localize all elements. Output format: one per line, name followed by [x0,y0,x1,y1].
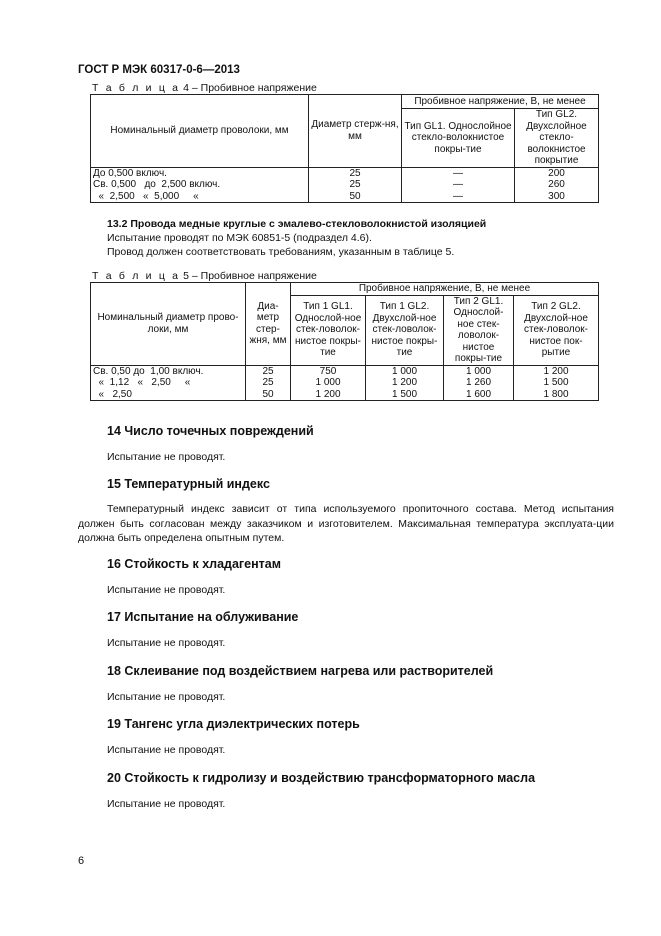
table5-col-1gl1: Тип 1 GL1. Однослой-ное стек-ловолок-нистое покры-тие [291,295,366,365]
table-row [91,191,599,203]
table4-cell: — [402,191,515,203]
table5-cell: 25 [246,365,291,377]
section-18-title: 18 Склеивание под воздействием нагрева или растворителей [107,664,494,678]
table4-caption-title: 4 – Пробивное напряжение [183,82,317,94]
section-14-text: Испытание не проводят. [107,451,226,463]
table-row [91,377,599,389]
section-17-text: Испытание не проводят. [107,637,226,649]
table5-cell: 1 000 [366,365,444,377]
table5-cell: 1 800 [514,389,599,401]
table5-col-2gl2: Тип 2 GL2. Двухслой-ное стек-ловолок-нистое пок-рытие [514,295,599,365]
table-row [91,389,599,401]
table5-cell: 1 500 [366,389,444,401]
table4-cell: Св. 0,500 до 2,500 включ. [91,179,309,191]
table5-caption-prefix: Т а б л и ц а [92,270,181,282]
section-15-title: 15 Температурный индекс [107,477,270,491]
section-20-text: Испытание не проводят. [107,798,226,810]
section-17-title: 17 Испытание на облуживание [107,610,299,624]
table4-cell: 200 [515,167,599,179]
section-20-title: 20 Стойкость к гидролизу и воздействию трансформаторного масла [107,771,536,785]
document-header: ГОСТ Р МЭК 60317-0-6—2013 [78,64,240,76]
table4-cell: 25 [309,167,402,179]
table4-cell: 300 [515,191,599,203]
section-19-title: 19 Тангенс угла диэлектрических потерь [107,717,360,731]
section-16-text: Испытание не проводят. [107,584,226,596]
table4-cell: — [402,179,515,191]
table-5 [90,282,599,401]
table5-cell: 1 000 [291,377,366,389]
table5-cell: 50 [246,389,291,401]
table4-cell: 260 [515,179,599,191]
table4-col-group: Пробивное напряжение, В, не менее [402,95,599,109]
table4-col-gl2: Тип GL2. Двухслойное стекло-волокнистое покрытие [515,109,599,168]
table-row [91,365,599,377]
section-15-text: Температурный индекс зависит от типа используемого пропиточного состава. Метод испытания должен быть согласован между заказчиком и изготовителем. Максимальная температура эксплуата-ции должна быть определена опытным путем. [78,503,614,544]
table4-cell: — [402,167,515,179]
section-13-2-line1: Испытание проводят по МЭК 60851-5 (подраздел 4.6). [107,232,372,244]
table4-col-rod: Диаметр стерж-ня, мм [309,95,402,168]
table5-cell: 1 200 [366,377,444,389]
table5-cell: 1 600 [444,389,514,401]
table5-cell: Св. 0,50 до 1,00 включ. [91,365,246,377]
table4-cell: До 0,500 включ. [91,167,309,179]
table5-cell: « 2,50 [91,389,246,401]
table4-cell: 50 [309,191,402,203]
table4-caption-prefix: Т а б л и ц а [92,82,181,94]
table4-col-gl1: Тип GL1. Однослойное стекло-волокнистое покры-тие [402,109,515,168]
table5-caption-title: 5 – Пробивное напряжение [183,270,317,282]
table5-caption [92,270,317,282]
table4-cell: « 2,500 « 5,000 « [91,191,309,203]
table5-cell: 1 000 [444,365,514,377]
table5-cell: 1 260 [444,377,514,389]
table5-cell: 25 [246,377,291,389]
table5-col-group: Пробивное напряжение, В, не менее [291,283,599,296]
section-16-title: 16 Стойкость к хладагентам [107,557,281,571]
section-19-text: Испытание не проводят. [107,744,226,756]
table4-col-diameter: Номинальный диаметр проволоки, мм [91,95,309,168]
section-14-title: 14 Число точечных повреждений [107,424,314,438]
page-number: 6 [78,855,85,867]
table5-col-1gl2: Тип 1 GL2. Двухслой-ное стек-ловолок-нистое покры-тие [366,295,444,365]
table5-cell: 750 [291,365,366,377]
table5-cell: 1 200 [291,389,366,401]
section-13-2-title: 13.2 Провода медные круглые с эмалево-стекловолокнистой изоляцией [107,218,487,230]
table5-cell: 1 500 [514,377,599,389]
table5-col-rod: Диа-метр стер-жня, мм [246,283,291,366]
table5-col-2gl1: Тип 2 GL1. Однослой-ное стек-ловолок-нистое покры-тие [444,295,514,365]
table4-caption [92,82,317,94]
section-13-2-line2: Провод должен соответствовать требованиям, указанным в таблице 5. [107,246,455,258]
table-4 [90,94,599,203]
table4-cell: 25 [309,179,402,191]
table5-cell: « 1,12 « 2,50 « [91,377,246,389]
table5-col-diameter: Номинальный диаметр прово-локи, мм [91,283,246,366]
table-row [91,179,599,191]
table-row [91,167,599,179]
section-18-text: Испытание не проводят. [107,691,226,703]
table5-cell: 1 200 [514,365,599,377]
